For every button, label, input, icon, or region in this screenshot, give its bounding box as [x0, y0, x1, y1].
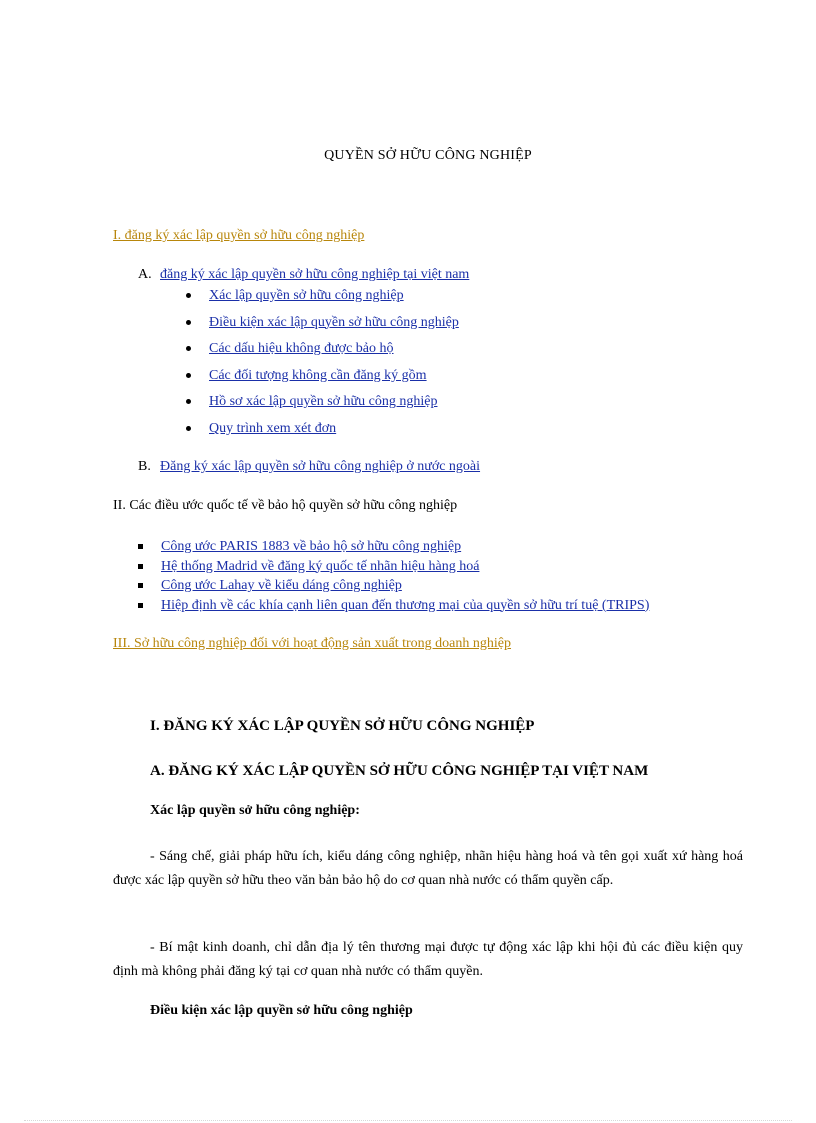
document-title: QUYỀN SỞ HỮU CÔNG NGHIỆP: [324, 148, 532, 163]
toc-section-2-list: [138, 538, 649, 616]
bullet-dot-icon: [186, 346, 191, 351]
bullet-square-icon: [138, 544, 143, 549]
list-item: [138, 597, 649, 617]
toc-marker-b: B.: [138, 459, 151, 474]
toc-section-1: [113, 228, 364, 244]
toc-marker-a: A.: [138, 267, 152, 282]
list-item: [186, 313, 459, 340]
toc-link-item[interactable]: Các dấu hiệu không được bảo hộ: [209, 341, 394, 357]
toc-link-item[interactable]: Xác lập quyền sở hữu công nghiệp: [209, 288, 404, 303]
bullet-dot-icon: [186, 373, 191, 378]
list-item: [186, 419, 459, 446]
toc-link-section-1[interactable]: I. đăng ký xác lập quyền sở hữu công nghiệp: [113, 228, 365, 243]
page-bottom-divider: [24, 1120, 792, 1121]
list-item: [138, 577, 649, 597]
list-item: [186, 366, 459, 393]
toc-section-2: II. Các điều ước quốc tế về bảo hộ quyền sở hữu công nghiệp: [113, 498, 458, 513]
bullet-dot-icon: [186, 320, 191, 325]
paragraph-1: - Sáng chế, giải pháp hữu ích, kiểu dáng công nghiệp, nhãn hiệu hàng hoá và tên gọi xuất xứ hàng hoá được xác lập quyền sở hữu theo văn bản bảo hộ do cơ quan nhà nước có thẩm quyền cấp.: [113, 849, 743, 888]
toc-link-section-1b[interactable]: Đăng ký xác lập quyền sở hữu công nghiệp ở nước ngoài: [160, 459, 481, 474]
paragraph-2: - Bí mật kinh doanh, chỉ dẫn địa lý tên thương mại được tự động xác lập khi hội đủ các điều kiện quy định mà không phải đăng ký tại cơ quan nhà nước có thẩm quyền.: [113, 940, 743, 979]
bullet-dot-icon: [186, 293, 191, 298]
toc-link-section-1a[interactable]: đăng ký xác lập quyền sở hữu công nghiệp tại việt nam: [160, 267, 470, 282]
list-item: [138, 538, 649, 558]
list-item: [186, 286, 459, 313]
toc-link-item[interactable]: Các đối tượng không cần đăng ký gồm: [209, 367, 427, 383]
bullet-square-icon: [138, 603, 143, 608]
toc-link-section-3[interactable]: III. Sở hữu công nghiệp đối với hoạt động sản xuất trong doanh nghiệp: [113, 636, 512, 651]
toc-link-item[interactable]: Hiệp định về các khía cạnh liên quan đến thương mại của quyền sở hữu trí tuệ (TRIPS): [161, 597, 650, 613]
bullet-square-icon: [138, 583, 143, 588]
toc-section-1a: [138, 267, 469, 283]
toc-link-item[interactable]: Điều kiện xác lập quyền sở hữu công nghiệp: [209, 314, 459, 330]
toc-section-3: [113, 636, 511, 652]
section-heading-1: I. ĐĂNG KÝ XÁC LẬP QUYỀN SỞ HỮU CÔNG NGHIỆP: [150, 718, 535, 734]
list-item: [138, 558, 649, 578]
toc-link-item[interactable]: Quy trình xem xét đơn: [209, 420, 337, 436]
bullet-dot-icon: [186, 399, 191, 404]
subheading-dieu-kien: Điều kiện xác lập quyền sở hữu công nghiệp: [150, 1003, 413, 1018]
section-heading-1a: A. ĐĂNG KÝ XÁC LẬP QUYỀN SỞ HỮU CÔNG NGHIỆP TẠI VIỆT NAM: [150, 763, 649, 779]
list-item: [186, 339, 459, 366]
list-item: [186, 392, 459, 419]
toc-link-item[interactable]: Công ước Lahay về kiểu dáng công nghiệp: [161, 578, 402, 593]
bullet-dot-icon: [186, 426, 191, 431]
toc-link-item[interactable]: Hồ sơ xác lập quyền sở hữu công nghiệp: [209, 394, 438, 410]
toc-section-1a-list: [186, 286, 459, 446]
bullet-square-icon: [138, 564, 143, 569]
toc-link-item[interactable]: Công ước PARIS 1883 về bảo hộ sở hữu công nghiệp: [161, 539, 462, 554]
toc-link-item[interactable]: Hệ thống Madrid về đăng ký quốc tế nhãn hiệu hàng hoá: [161, 558, 480, 574]
subheading-xac-lap: Xác lập quyền sở hữu công nghiệp:: [150, 803, 360, 818]
toc-section-1b: [138, 459, 480, 475]
